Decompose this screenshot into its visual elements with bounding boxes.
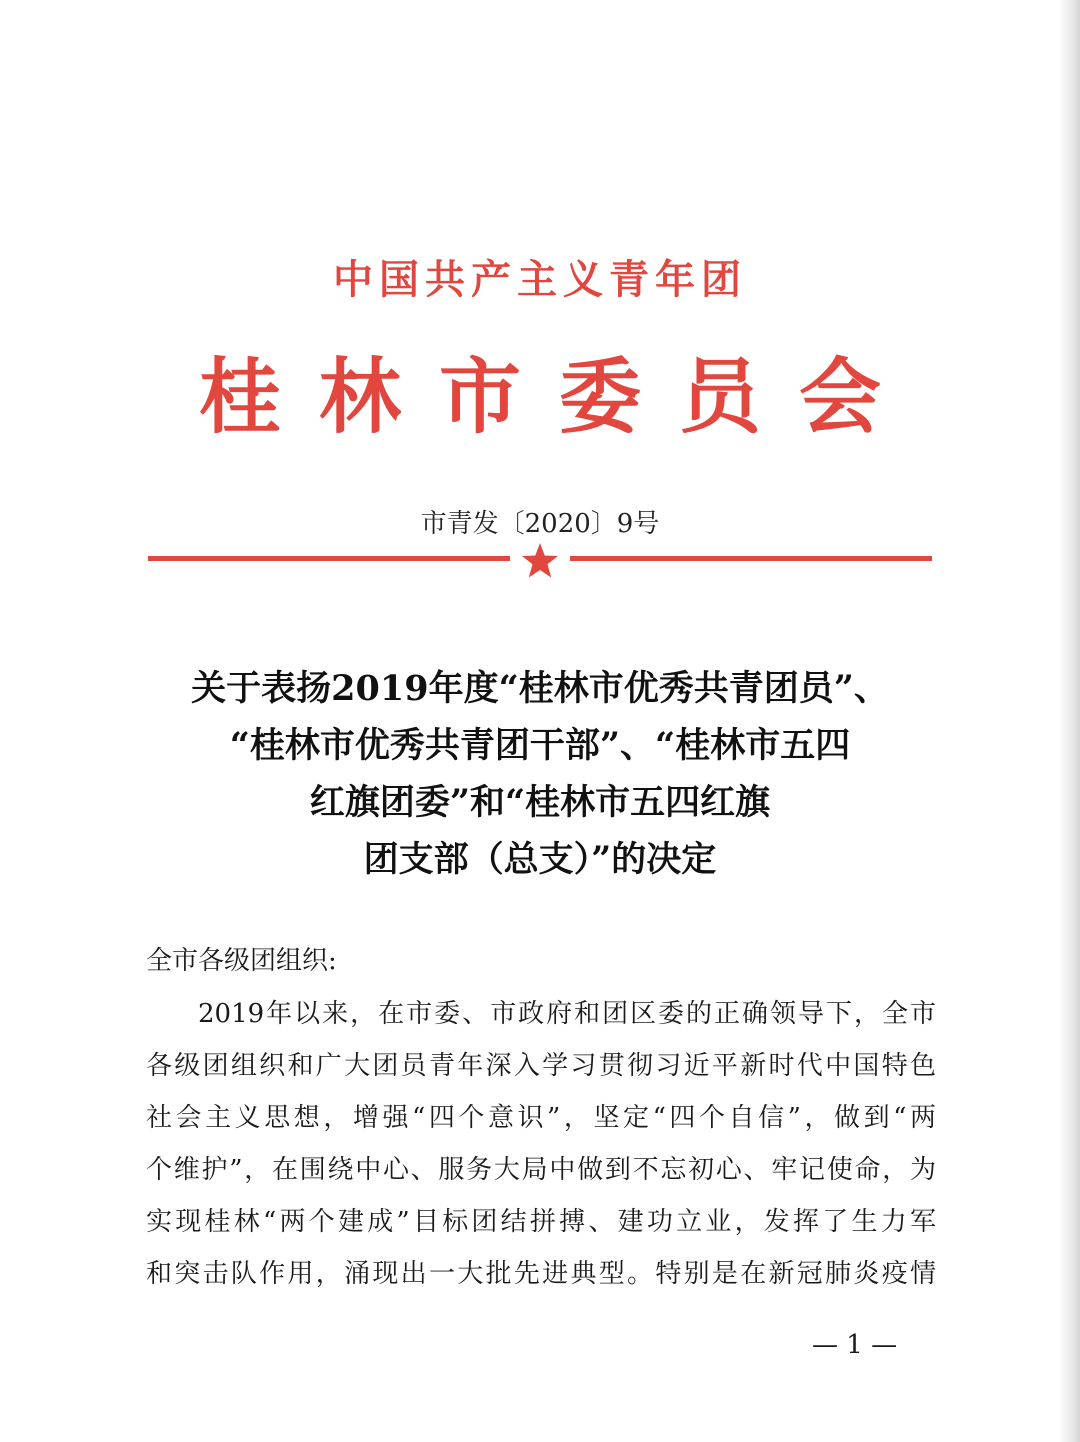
title-line: 团支部（总支）”的决定 — [363, 839, 717, 880]
body-line: 个维护”，在围绕中心、服务大局中做到不忘初心、牢记使命，为 — [146, 1155, 936, 1185]
body-line: 和突击队作用，涌现出一大批先进典型。特别是在新冠肺炎疫情 — [146, 1259, 936, 1289]
document-title — [0, 660, 1080, 888]
body-line: 社会主义思想，增强“四个意识”，坚定“四个自信”，做到“两 — [146, 1103, 936, 1133]
red-divider-right — [570, 556, 932, 561]
document-number: 市青发〔2020〕9号 — [420, 509, 660, 539]
title-line: “桂林市优秀共青团干部”、“桂林市五四 — [229, 725, 851, 766]
star-icon — [520, 541, 560, 581]
page-edge-shadow — [1058, 0, 1080, 1442]
red-divider-left — [148, 556, 510, 561]
body-line: 各级团组织和广大团员青年深入学习贯彻习近平新时代中国特色 — [146, 1051, 936, 1081]
body-line: 2019年以来，在市委、市政府和团区委的正确领导下，全市 — [198, 999, 936, 1029]
title-line: 红旗团委”和“桂林市五四红旗 — [309, 782, 771, 823]
page-number: — 1 — — [812, 1330, 898, 1360]
body-paragraph — [146, 988, 936, 1300]
body-line: 实现桂林“两个建成”目标团结拼搏、建功立业，发挥了生力军 — [146, 1207, 936, 1237]
salutation: 全市各级团组织: — [146, 946, 337, 976]
org-header-top: 中国共产主义青年团 — [333, 256, 747, 303]
title-line: 关于表扬2019年度“桂林市优秀共青团员”、 — [191, 668, 889, 709]
org-header-main: 桂林市委员会 — [198, 349, 919, 445]
